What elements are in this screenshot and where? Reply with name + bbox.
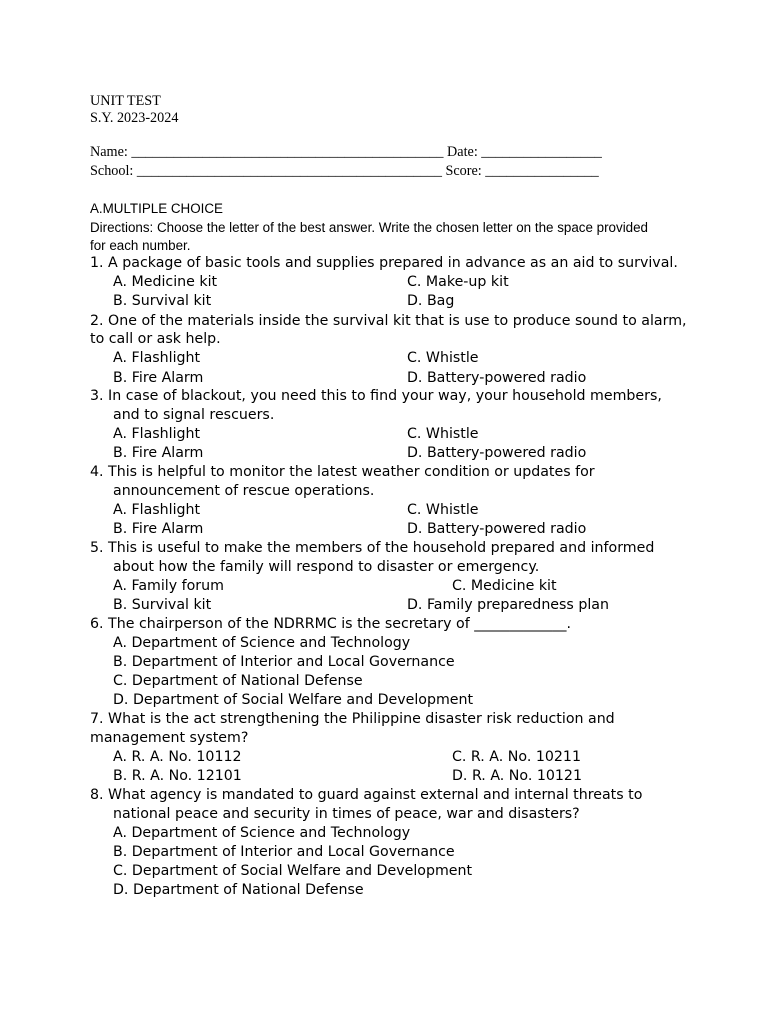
question-6-choice-d: D. Department of Social Welfare and Development [113,692,474,708]
question-3-choice-a: A. Flashlight [113,426,201,442]
question-8-stem: 8. What agency is mandated to guard against external and internal threats to [90,787,643,803]
question-5-stem-cont: about how the family will respond to disaster or emergency. [113,559,540,575]
school-year: S.Y. 2023-2024 [90,110,179,126]
question-5-stem: 5. This is useful to make the members of the household prepared and informed [90,540,655,556]
question-3-stem: 3. In case of blackout, you need this to find your way, your household members, [90,388,662,404]
question-2-choice-c: C. Whistle [407,350,479,366]
name-date-line: Name: ____________________________________________ Date: _________________ [90,144,602,160]
question-2-choice-d: D. Battery-powered radio [407,370,587,386]
question-7-choice-c: C. R. A. No. 10211 [452,749,581,765]
question-1-choice-a: A. Medicine kit [113,274,218,290]
question-4-choice-d: D. Battery-powered radio [407,521,587,537]
question-8-choice-b: B. Department of Interior and Local Governance [113,844,455,860]
question-8-choice-a: A. Department of Science and Technology [113,825,411,841]
question-5-choice-d: D. Family preparedness plan [407,597,609,613]
question-3-stem-cont: and to signal rescuers. [113,407,275,423]
question-8-choice-d: D. Department of National Defense [113,882,364,898]
question-2-choice-a: A. Flashlight [113,350,201,366]
question-6-stem: 6. The chairperson of the NDRRMC is the secretary of _____________. [90,616,571,632]
question-5-choice-c: C. Medicine kit [452,578,557,594]
question-7-choice-a: A. R. A. No. 10112 [113,749,242,765]
question-4-stem: 4. This is helpful to monitor the latest weather condition or updates for [90,464,595,480]
question-2-stem: 2. One of the materials inside the survival kit that is use to produce sound to alarm, [90,313,687,329]
question-3-choice-d: D. Battery-powered radio [407,445,587,461]
question-8-stem-cont: national peace and security in times of peace, war and disasters? [113,806,580,822]
question-7-choice-d: D. R. A. No. 10121 [452,768,582,784]
question-1-choice-c: C. Make-up kit [407,274,509,290]
question-1-choice-b: B. Survival kit [113,293,212,309]
question-7-stem: 7. What is the act strengthening the Philippine disaster risk reduction and [90,711,615,727]
question-4-stem-cont: announcement of rescue operations. [113,483,375,499]
question-1-choice-d: D. Bag [407,293,455,309]
section-heading: A.MULTIPLE CHOICE [90,201,223,216]
question-3-choice-b: B. Fire Alarm [113,445,204,461]
question-3-choice-c: C. Whistle [407,426,479,442]
question-4-choice-c: C. Whistle [407,502,479,518]
question-6-choice-c: C. Department of National Defense [113,673,363,689]
question-6-choice-a: A. Department of Science and Technology [113,635,411,651]
test-title: UNIT TEST [90,93,161,109]
directions-line-2: for each number. [90,238,191,253]
question-2-choice-b: B. Fire Alarm [113,370,204,386]
question-5-choice-b: B. Survival kit [113,597,212,613]
question-4-choice-a: A. Flashlight [113,502,201,518]
school-score-line: School: ___________________________________________ Score: ________________ [90,163,599,179]
directions-line-1: Directions: Choose the letter of the best answer. Write the chosen letter on the space provided [90,220,649,235]
question-7-stem-cont: management system? [90,730,249,746]
question-6-choice-b: B. Department of Interior and Local Governance [113,654,455,670]
question-5-choice-a: A. Family forum [113,578,224,594]
question-8-choice-c: C. Department of Social Welfare and Development [113,863,473,879]
question-4-choice-b: B. Fire Alarm [113,521,204,537]
question-7-choice-b: B. R. A. No. 12101 [113,768,242,784]
question-1-stem: 1. A package of basic tools and supplies prepared in advance as an aid to survival. [90,255,678,271]
question-2-stem-cont: to call or ask help. [90,331,221,347]
